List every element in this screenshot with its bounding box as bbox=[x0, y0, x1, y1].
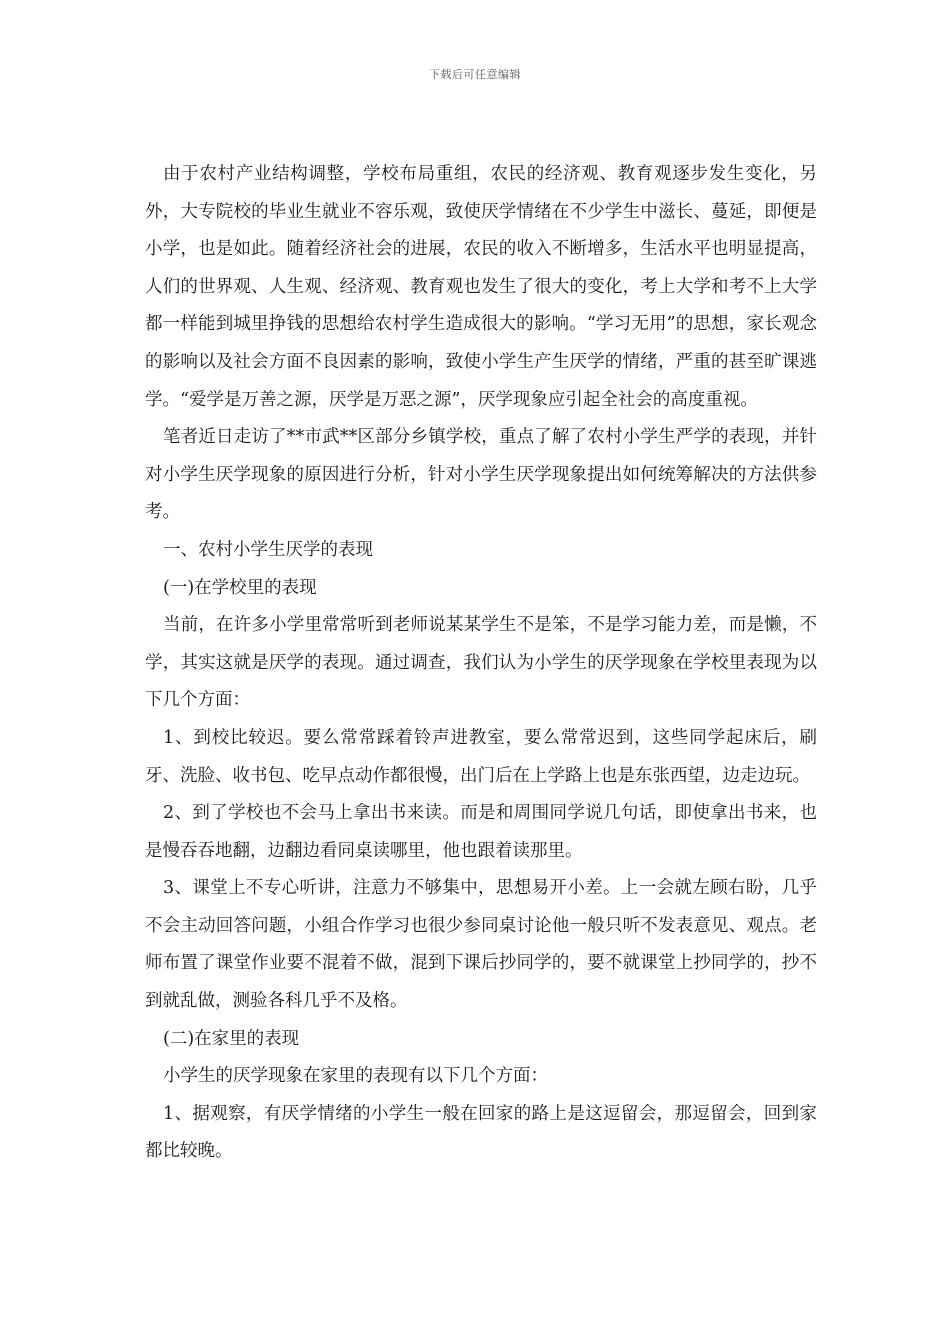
subsection-heading-school: (一)在学校里的表现 bbox=[163, 577, 317, 598]
page-header: 下载后可任意编辑 bbox=[429, 68, 521, 81]
paragraph-school-overview: 当前，在许多小学里常常听到老师说某某学生不是笨，不是学习能力差，而是懒，不学，其实这就是厌学的表现。通过调查，我们认为小学生的厌学现象在学校里表现为以下几个方面： bbox=[145, 615, 817, 711]
section-heading-1: 一、农村小学生厌学的表现 bbox=[163, 539, 373, 560]
paragraph-intro: 由于农村产业结构调整，学校布局重组，农民的经济观、教育观逐步发生变化，另外，大专院校的毕业生就业不容乐观，致使厌学情绪在不少学生中滋长、蔓延，即便是小学，也是如此。随着经济社会的进展，农民的收入不断增多，生活水平也明显提高，人们的世界观、人生观、经济观、教育观也发生了很大的变化，考上大学和考不上大学都一样能到城里挣钱的思想给农村学生造成很大的影响。“学习无用”的思想，家长观念的影响以及社会方面不良因素的影响，致使小学生产生厌学的情绪，严重的甚至旷课逃学。“爱学是万善之源，厌学是万恶之源”，厌学现象应引起全社会的高度重视。 bbox=[145, 164, 817, 410]
list-item-home-1: 1、据观察，有厌学情绪的小学生一般在回家的路上是这逗留会，那逗留会，回到家都比较晚。 bbox=[145, 1103, 817, 1162]
list-item-school-1: 1、到校比较迟。要么常常踩着铃声进教室，要么常常迟到，这些同学起床后，刷牙、洗脸、收书包、吃早点动作都很慢，出门后在上学路上也是东张西望，边走边玩。 bbox=[145, 727, 817, 786]
document-body bbox=[145, 156, 817, 1171]
list-item-school-2: 2、到了学校也不会马上拿出书来读。而是和周围同学说几句话，即使拿出书来，也是慢吞吞地翻，边翻边看同桌读哪里，他也跟着读那里。 bbox=[145, 803, 817, 861]
list-item-school-3: 3、课堂上不专心听讲，注意力不够集中，思想易开小差。上一会就左顾右盼，几乎不会主动回答问题，小组合作学习也很少参同桌讨论他一般只听不发表意见、观点。老师布置了课堂作业要不混着不做，混到下课后抄同学的，要不就课堂上抄同学的，抄不到就乱做，测验各科几乎不及格。 bbox=[145, 878, 817, 1012]
paragraph-home-overview: 小学生的厌学现象在家里的表现有以下几个方面： bbox=[163, 1066, 548, 1087]
subsection-heading-home: (二)在家里的表现 bbox=[163, 1028, 300, 1049]
paragraph-survey: 笔者近日走访了**市武**区部分乡镇学校，重点了解了农村小学生严学的表现，并针对小学生厌学现象的原因进行分析，针对小学生厌学现象提出如何统筹解决的方法供参考。 bbox=[145, 427, 817, 523]
